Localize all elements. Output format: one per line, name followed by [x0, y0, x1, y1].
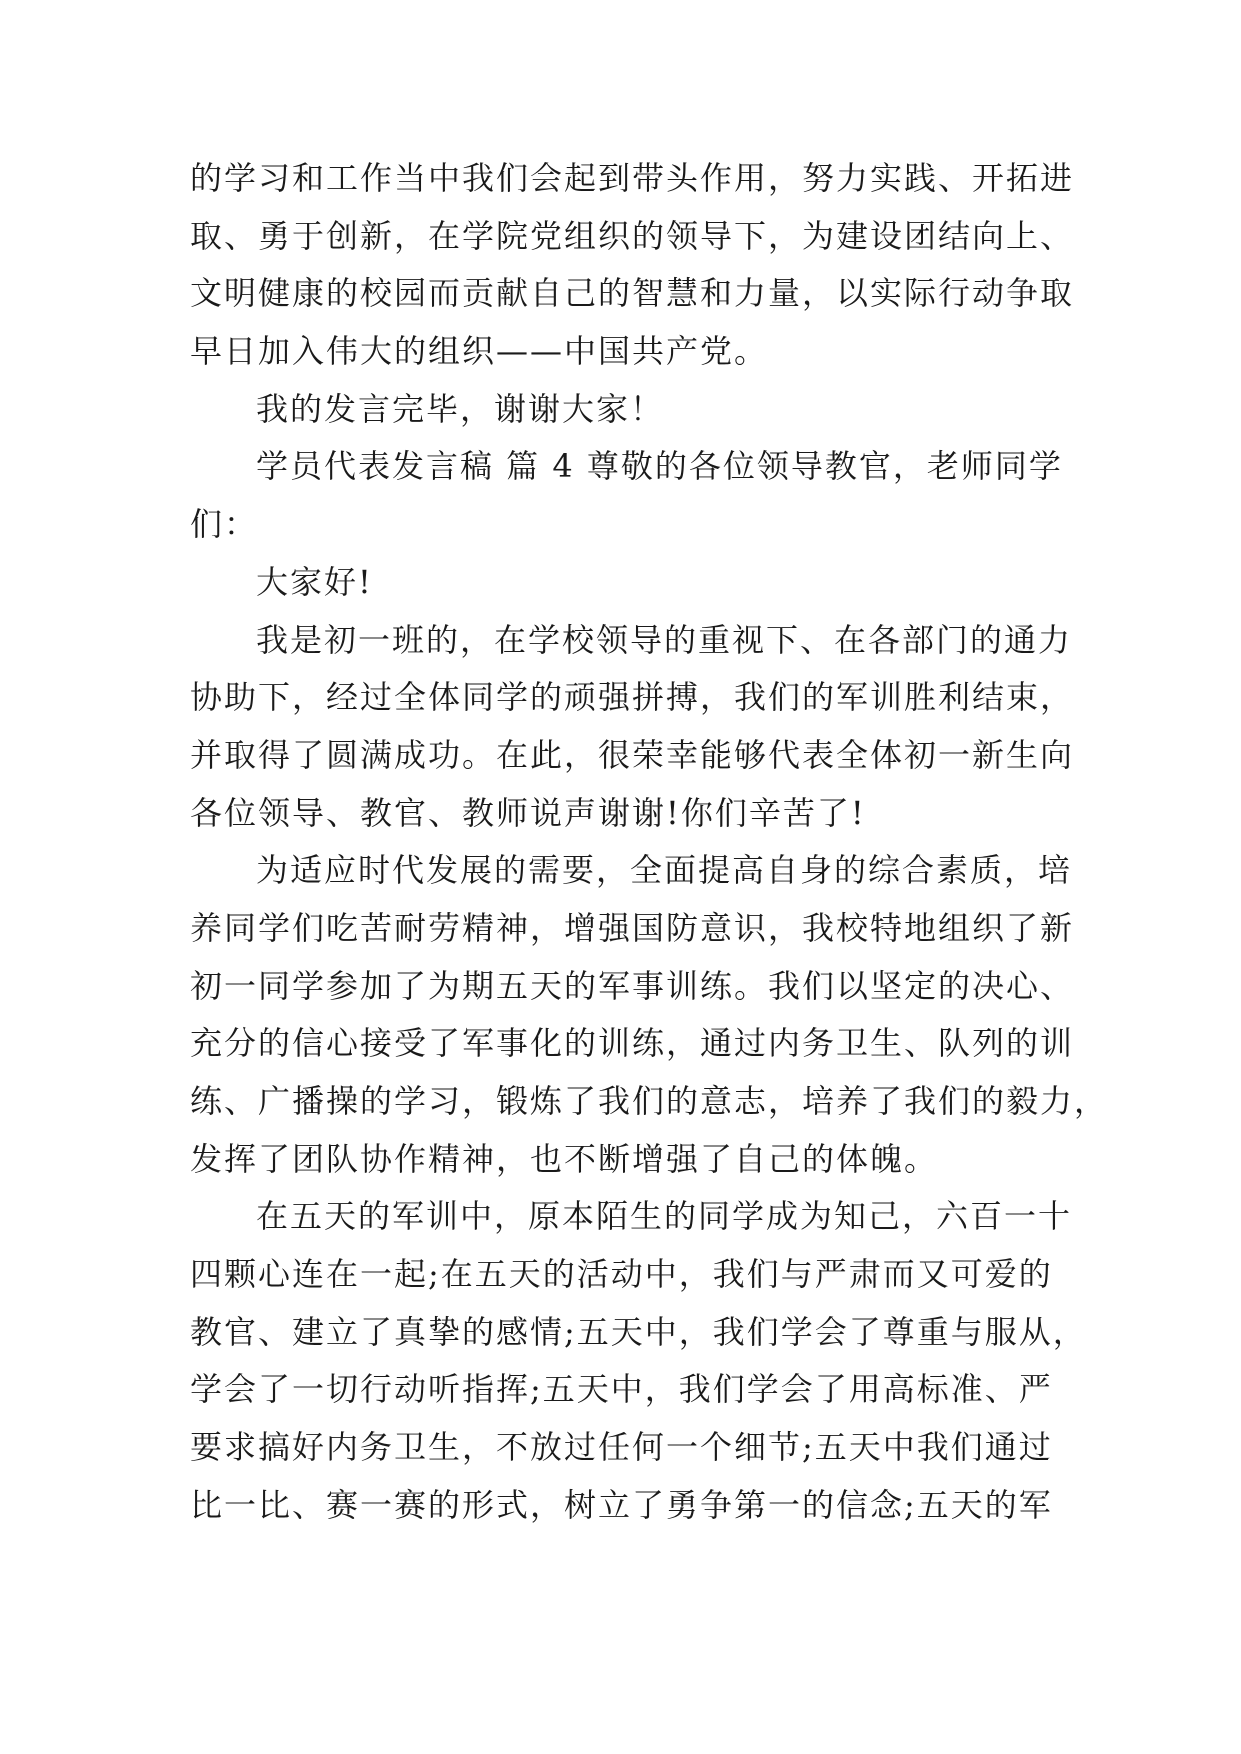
text-line: 各位领导、教官、教师说声谢谢!你们辛苦了! [190, 793, 866, 832]
text-line: 并取得了圆满成功。在此，很荣幸能够代表全体初一新生向 [190, 735, 1075, 774]
text-line: 充分的信心接受了军事化的训练，通过内务卫生、队列的训 [190, 1024, 1075, 1063]
text-line: 在五天的军训中，原本陌生的同学成为知己，六百一十 [256, 1197, 1073, 1236]
text-line: 的学习和工作当中我们会起到带头作用，努力实践、开拓进 [190, 159, 1075, 197]
text-line: 协助下，经过全体同学的顽强拼搏，我们的军训胜利结束， [190, 678, 1075, 717]
text-line: 初一同学参加了为期五天的军事训练。我们以坚定的决心、 [190, 966, 1075, 1005]
text-line: 为适应时代发展的需要，全面提高自身的综合素质，培 [256, 851, 1073, 890]
text-line: 比一比、赛一赛的形式，树立了勇争第一的信念;五天的军 [190, 1485, 1053, 1524]
text-line: 发挥了团队协作精神，也不断增强了自己的体魄。 [190, 1139, 939, 1178]
text-line: 四颗心连在一起;在五天的活动中，我们与严肃而又可爱的 [190, 1255, 1053, 1294]
text-line: 养同学们吃苦耐劳精神，增强国防意识，我校特地组织了新 [190, 908, 1075, 947]
text-line: 我是初一班的，在学校领导的重视下、在各部门的通力 [256, 620, 1073, 659]
text-line: 要求搞好内务卫生，不放过任何一个细节;五天中我们通过 [190, 1428, 1053, 1467]
text-line: 我的发言完毕，谢谢大家！ [256, 389, 665, 428]
text-line: 大家好! [256, 562, 373, 601]
text-line: 练、广播操的学习，锻炼了我们的意志，培养了我们的毅力， [190, 1082, 1109, 1120]
text-line: 学员代表发言稿 篇 4 尊敬的各位领导教官，老师同学 [256, 447, 1063, 486]
text-line: 文明健康的校园而贡献自己的智慧和力量，以实际行动争取 [190, 274, 1075, 313]
text-line: 们： [190, 505, 259, 544]
document-body [190, 150, 1109, 1535]
text-line: 早日加入伟大的组织——中国共产党。 [190, 332, 769, 371]
text-line: 取、勇于创新，在学院党组织的领导下，为建设团结向上、 [190, 216, 1075, 255]
text-line: 教官、建立了真挚的感情;五天中，我们学会了尊重与服从， [190, 1312, 1087, 1351]
text-line: 学会了一切行动听指挥;五天中，我们学会了用高标准、严 [190, 1370, 1053, 1409]
